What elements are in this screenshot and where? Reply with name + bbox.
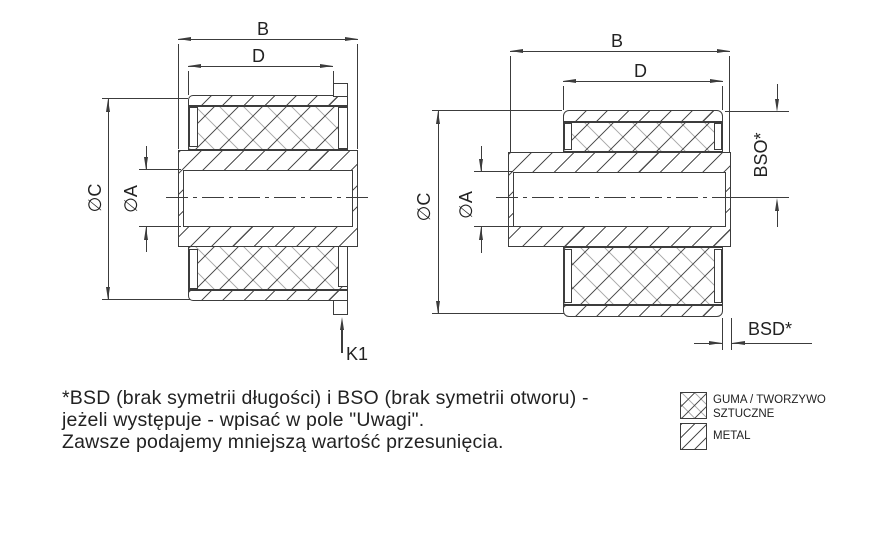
left-rubber-top bbox=[188, 106, 348, 150]
footnote-line-3: Zawsze podajemy mniejszą wartość przesunięcia. bbox=[62, 431, 504, 453]
left-dim-b-label: B bbox=[257, 19, 270, 39]
footnote-line-1: *BSD (brak symetrii długości) i BSO (brak symetrii otworu) - bbox=[62, 387, 589, 409]
right-dim-d-arrow-left bbox=[563, 79, 576, 83]
left-centerline bbox=[166, 197, 370, 198]
left-dim-a-arrow-bottom bbox=[144, 227, 148, 240]
right-dim-b-ext-left bbox=[510, 56, 511, 152]
right-rubber-bottom-tab-left bbox=[564, 249, 572, 303]
right-rubber-top bbox=[563, 122, 723, 152]
left-dim-c-line bbox=[108, 99, 109, 300]
left-dim-b-ext-left bbox=[178, 44, 179, 149]
right-dim-bsd-ext-left bbox=[722, 318, 723, 350]
left-dim-b-ext-right bbox=[357, 44, 358, 149]
right-dim-a-ext-bottom bbox=[474, 226, 513, 227]
right-dim-a-arrow-bottom bbox=[479, 227, 483, 240]
right-dim-d-ext-right bbox=[722, 86, 723, 110]
right-dim-c-ext-top bbox=[432, 110, 562, 111]
left-dim-d-arrow-left bbox=[188, 64, 201, 68]
left-dim-b-arrow-left bbox=[178, 37, 191, 41]
right-rubber-top-tab-left bbox=[564, 123, 572, 150]
right-dim-d-arrow-right bbox=[710, 79, 723, 83]
left-dim-a-ext-bottom bbox=[139, 226, 181, 227]
left-shell-k1-step bbox=[333, 300, 348, 315]
right-dim-bsd-arrow-left bbox=[709, 341, 722, 345]
left-k1-leader bbox=[341, 330, 342, 353]
right-rubber-bottom bbox=[563, 247, 723, 305]
legend-metal-swatch bbox=[680, 423, 707, 450]
left-dim-c-label: ∅C bbox=[84, 183, 105, 213]
right-dim-bso-ext-top bbox=[725, 111, 789, 112]
right-centerline bbox=[496, 197, 748, 198]
left-bore bbox=[183, 170, 353, 227]
right-dim-bso-ext-bottom bbox=[733, 197, 789, 198]
left-outer-shell-top bbox=[188, 95, 348, 106]
left-rubber-top-tab-left bbox=[189, 107, 198, 147]
left-rubber-top-tab-right bbox=[338, 107, 348, 149]
right-dim-d-ext-left bbox=[563, 86, 564, 110]
left-shell-top-flange bbox=[333, 83, 348, 97]
right-dim-b-ext-right bbox=[729, 56, 730, 152]
right-dim-b-arrow-right bbox=[717, 49, 730, 53]
right-dim-d-label: D bbox=[634, 61, 647, 81]
right-dim-c-arrow-top bbox=[436, 111, 440, 124]
right-dim-b-label: B bbox=[611, 31, 624, 51]
left-dim-d-ext-left bbox=[188, 71, 189, 95]
right-dim-bso-label: BSO* bbox=[750, 132, 771, 178]
right-rubber-bottom-tab-right bbox=[714, 249, 722, 303]
right-dim-c-line bbox=[438, 111, 439, 314]
right-dim-bsd-line-right bbox=[732, 343, 812, 344]
left-dim-c-arrow-top bbox=[106, 99, 110, 112]
footnote-line-2: jeżeli występuje - wpisać w pole "Uwagi". bbox=[62, 409, 425, 431]
left-dim-b-arrow-right bbox=[345, 37, 358, 41]
left-rubber-bottom-tab-right bbox=[338, 246, 348, 287]
left-dim-d-arrow-right bbox=[320, 64, 333, 68]
legend-metal-label: METAL bbox=[713, 430, 751, 442]
left-dim-c-ext-top bbox=[102, 98, 188, 99]
left-rubber-bottom-tab-left bbox=[189, 249, 198, 289]
left-dim-d-ext-right bbox=[333, 71, 334, 84]
right-dim-c-ext-bottom bbox=[432, 313, 564, 314]
right-dim-bso-line-bottom bbox=[777, 211, 778, 227]
left-outer-shell-bottom bbox=[188, 290, 348, 301]
right-dim-a-label: ∅A bbox=[455, 191, 476, 219]
left-dim-a-label: ∅A bbox=[120, 185, 141, 213]
legend-rubber-swatch bbox=[680, 392, 707, 419]
right-dim-bsd-label: BSD* bbox=[748, 319, 793, 339]
right-dim-bso-arrow-bottom bbox=[775, 198, 779, 211]
right-outer-shell-bottom bbox=[563, 305, 723, 317]
right-dim-b-arrow-left bbox=[510, 49, 523, 53]
right-dim-a-ext-top bbox=[474, 171, 513, 172]
right-rubber-top-tab-right bbox=[714, 123, 722, 150]
left-k1-label: K1 bbox=[346, 344, 369, 364]
footnote bbox=[62, 387, 589, 453]
right-dim-c-label: ∅C bbox=[413, 192, 434, 222]
right-dim-bso-line-top bbox=[777, 84, 778, 100]
left-dim-a-ext-top bbox=[139, 169, 181, 170]
left-dim-c-ext-bottom bbox=[102, 299, 190, 300]
left-rubber-bottom bbox=[188, 246, 348, 290]
right-dim-bsd-ext-right bbox=[731, 318, 732, 350]
left-k1-arrow bbox=[340, 317, 344, 330]
legend-rubber-label: GUMA / TWORZYWO SZTUCZNE bbox=[713, 394, 826, 420]
right-outer-shell-top bbox=[563, 110, 723, 122]
left-dim-d-label: D bbox=[252, 46, 265, 66]
right-bore bbox=[513, 172, 726, 227]
